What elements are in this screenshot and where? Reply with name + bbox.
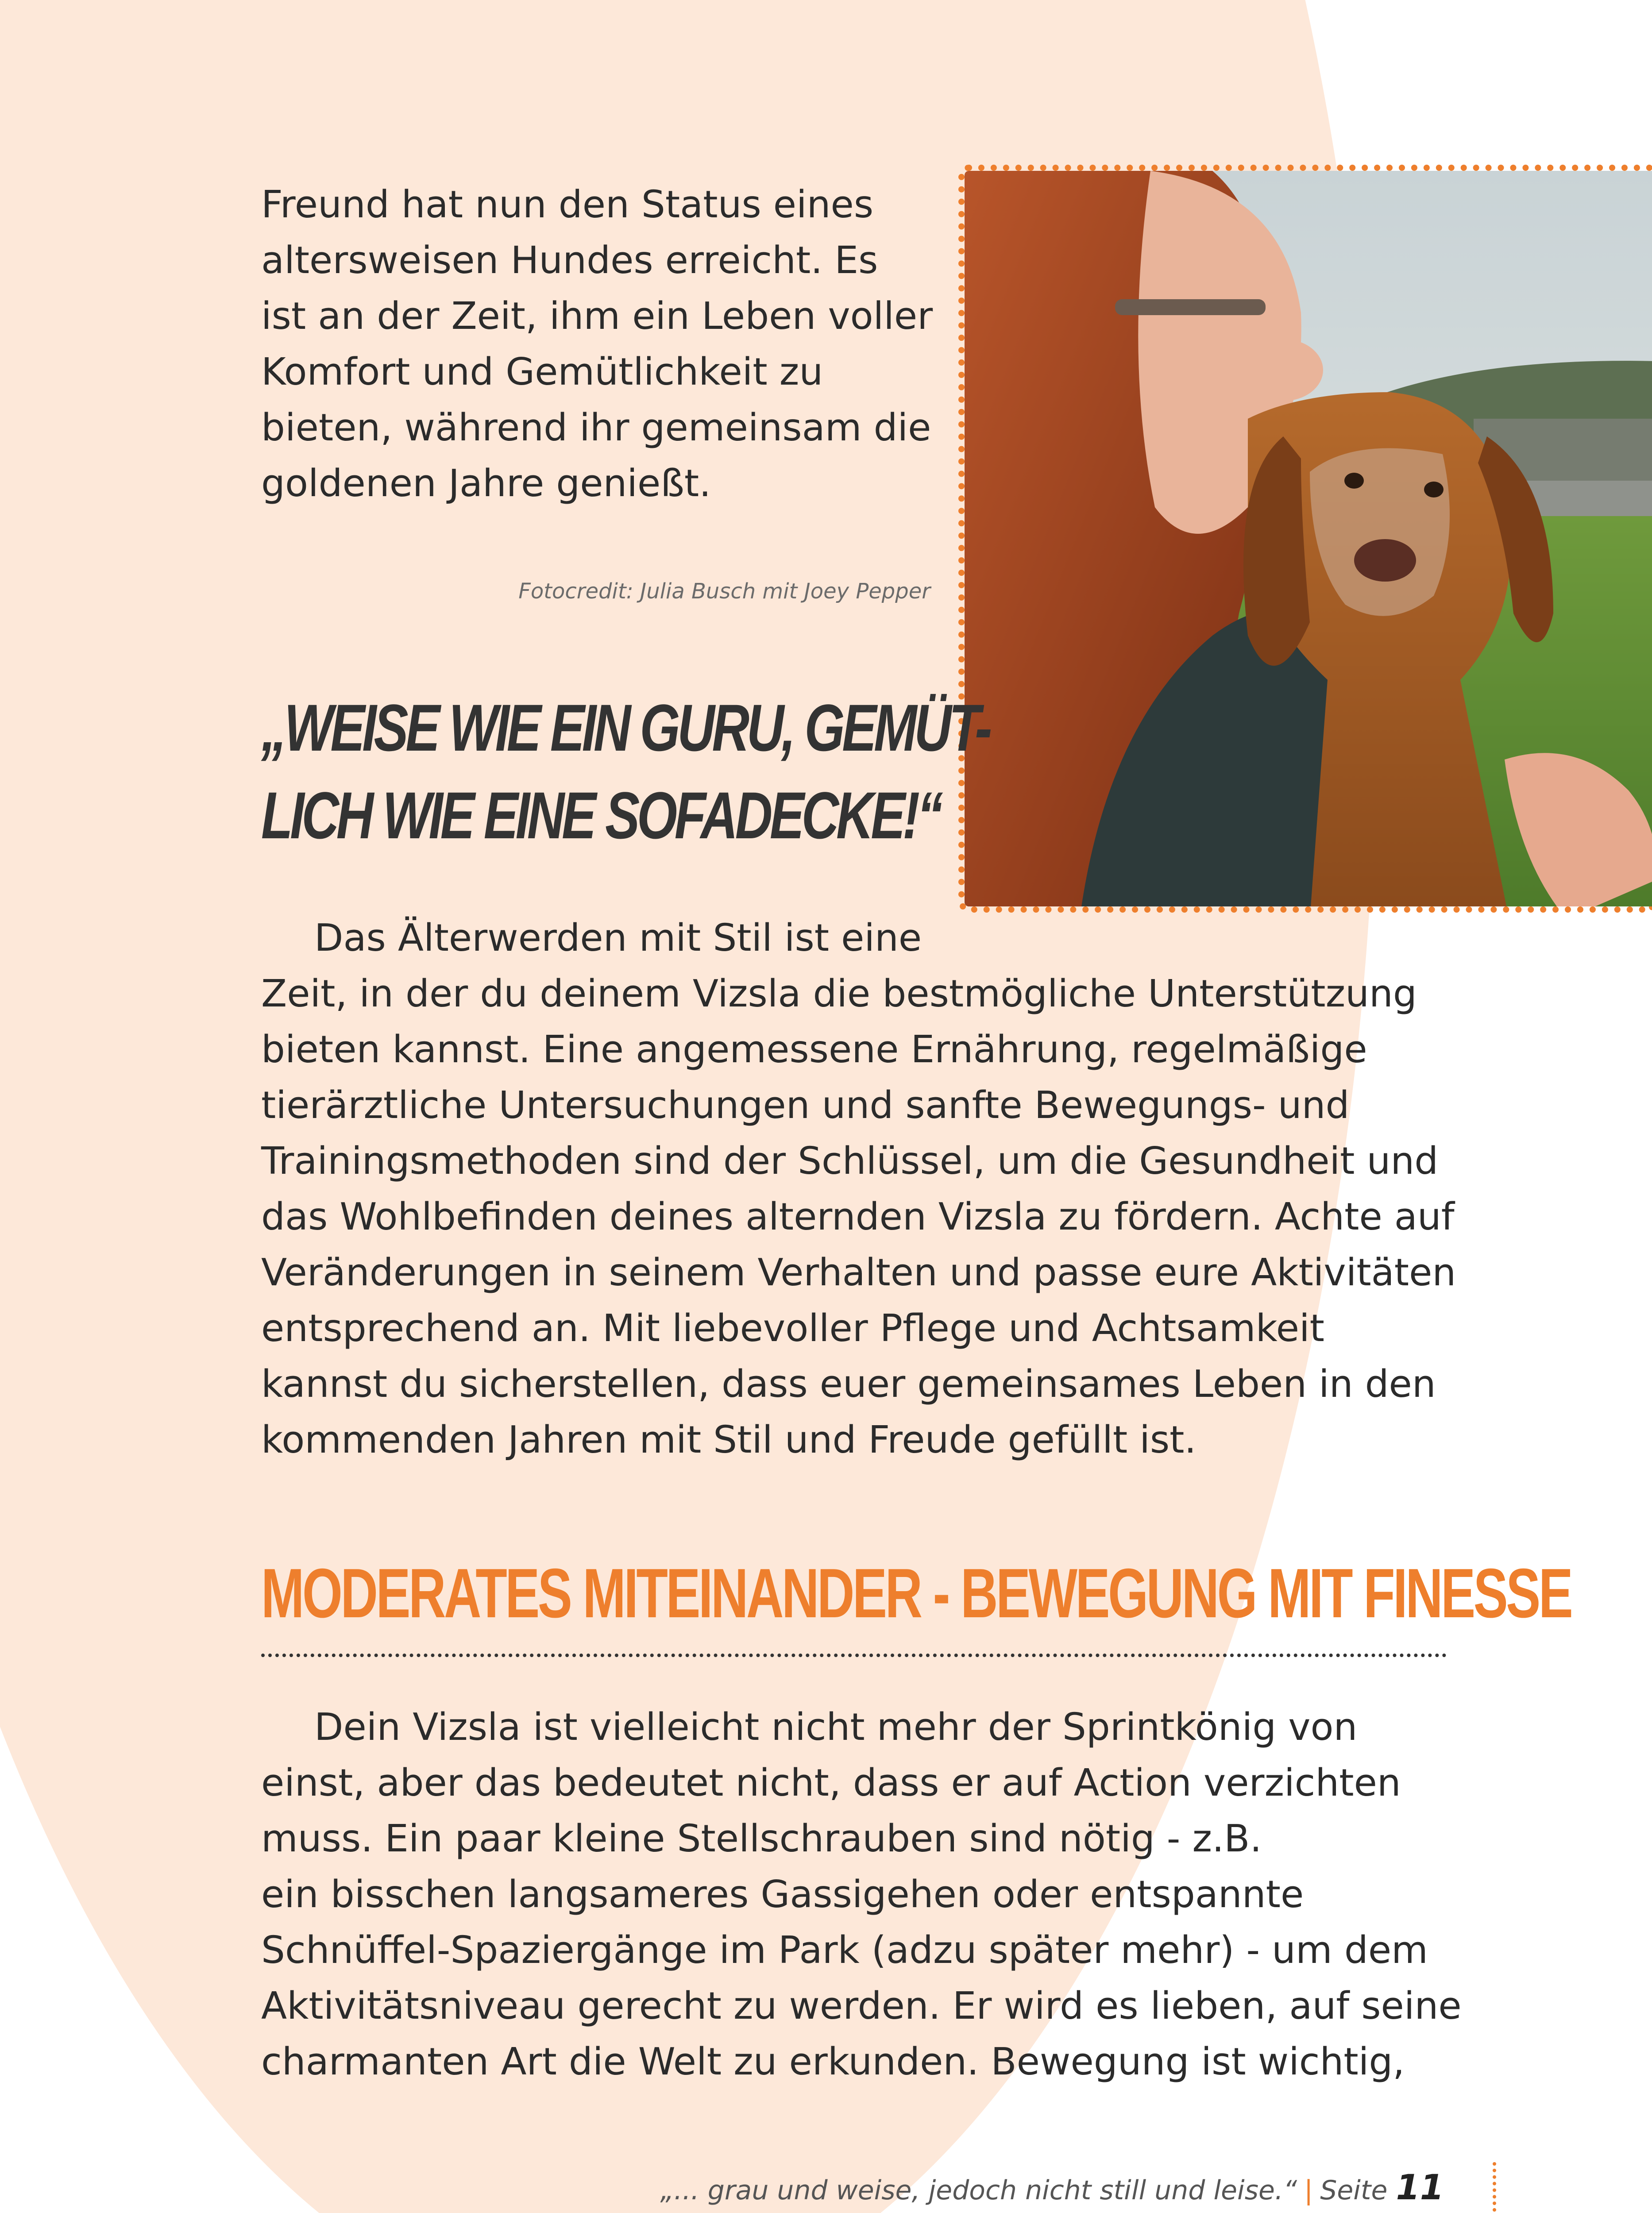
body-paragraph-aging (261, 910, 1456, 1468)
text-line: Komfort und Gemütlichkeit zu (261, 350, 823, 394)
photo-illustration (965, 171, 1652, 913)
text-span: Dein Vizsla ist vielleicht nicht mehr der Sprintkönig von (314, 1705, 1358, 1749)
text-line: bieten, während ihr gemeinsam die (261, 406, 931, 450)
text-line: charmanten Art die Welt zu erkunden. Bewegung ist wichtig, (261, 2040, 1405, 2084)
photo-woman-kissing-dog (958, 165, 1652, 913)
page-label: Seite (1320, 2175, 1388, 2206)
text-line: ist an der Zeit, ihm ein Leben voller (261, 294, 933, 338)
text-line: muss. Ein paar kleine Stellschrauben sind nötig - z.B. (261, 1817, 1262, 1861)
text-line (261, 1700, 1462, 1755)
text-line: bieten kannst. Eine angemessene Ernährung, regelmäßige (261, 1028, 1367, 1072)
text-line: kannst du sicherstellen, dass euer gemeinsames Leben in den (261, 1362, 1436, 1406)
footer-dotted-marker (1493, 2162, 1496, 2212)
text-line: Aktivitätsniveau gerecht zu werden. Er wird es lieben, auf seine (261, 1984, 1462, 2028)
body-paragraph-movement (261, 1700, 1462, 2090)
text-line: das Wohlbefinden deines alternden Vizsla zu fördern. Achte auf (261, 1195, 1455, 1239)
text-line: kommenden Jahren mit Stil und Freude gefüllt ist. (261, 1418, 1197, 1462)
text-line: entsprechend an. Mit liebevoller Pflege und Achtsamkeit (261, 1307, 1324, 1350)
footer-tagline: „... grau und weise, jedoch nicht still und leise.“ (660, 2175, 1297, 2206)
text-line (261, 910, 1456, 966)
photo-credit: Fotocredit: Julia Busch mit Joey Pepper (518, 579, 930, 604)
pull-quote (261, 684, 989, 859)
quote-line: LICH WIE EINE SOFADECKE!“ (261, 778, 941, 852)
text-line: tierärztliche Untersuchungen und sanfte Bewegungs- und (261, 1083, 1350, 1127)
dotted-divider (261, 1654, 1447, 1657)
text-line: einst, aber das bedeutet nicht, dass er auf Action verzichten (261, 1761, 1401, 1805)
footer-separator: | (1304, 2175, 1313, 2206)
page-number: 11 (1396, 2168, 1444, 2208)
text-span: Das Älterwerden mit Stil ist eine (314, 916, 922, 960)
section-heading: MODERATES MITEINANDER - BEWEGUNG MIT FINESSE (261, 1554, 1571, 1632)
page-footer (660, 2168, 1444, 2208)
text-line: altersweisen Hundes erreicht. Es (261, 239, 878, 282)
intro-paragraph (261, 177, 933, 512)
text-line: Schnüffel-Spaziergänge im Park (adzu später mehr) - um dem (261, 1928, 1428, 1972)
text-line: Trainingsmethoden sind der Schlüssel, um die Gesundheit und (261, 1139, 1439, 1183)
text-line: Freund hat nun den Status eines (261, 183, 874, 227)
quote-line: „WEISE WIE EIN GURU, GEMÜT- (261, 690, 990, 765)
text-line: Veränderungen in seinem Verhalten und passe eure Aktivitäten (261, 1251, 1456, 1295)
text-line: ein bisschen langsameres Gassigehen oder entspannte (261, 1873, 1304, 1916)
text-line: Zeit, in der du deinem Vizsla die bestmögliche Unterstützung (261, 972, 1417, 1016)
text-line: goldenen Jahre genießt. (261, 462, 711, 505)
